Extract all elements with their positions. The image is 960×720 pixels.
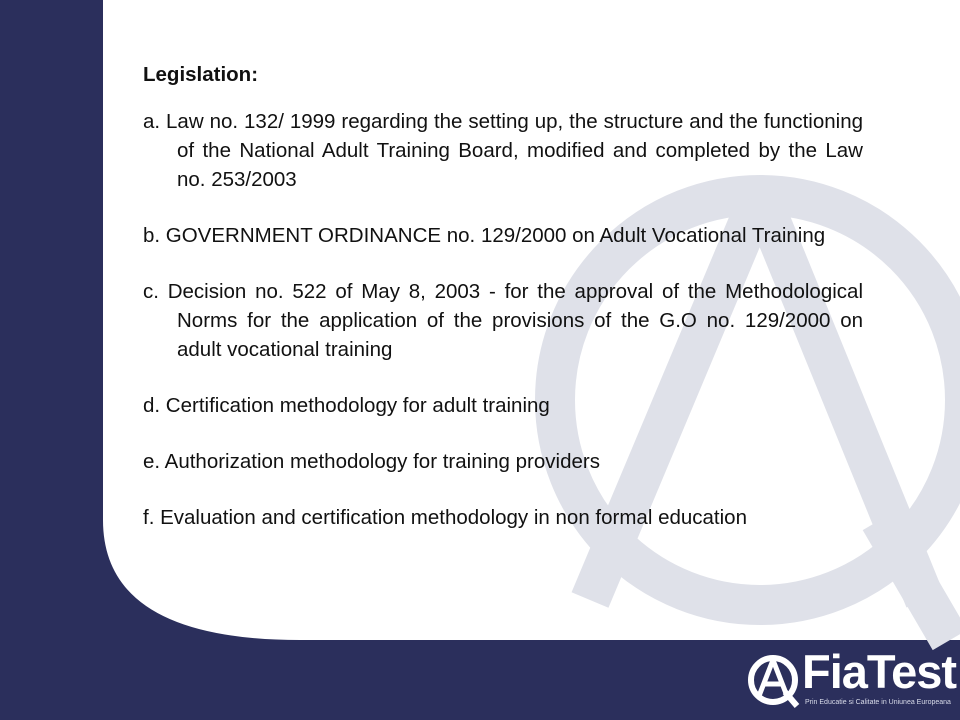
legislation-item-a: a. Law no. 132/ 1999 regarding the setting up, the structure and the functioning of the National Adult Training Board, modified and completed by the Law no. 253/2003	[143, 110, 863, 191]
logo-wordmark: FiaTest	[802, 645, 957, 698]
legislation-item-f: f. Evaluation and certification methodology in non formal education	[143, 506, 747, 529]
legislation-item-e: e. Authorization methodology for training providers	[143, 450, 600, 473]
slide-content	[143, 60, 863, 532]
aq-monogram-icon	[745, 652, 801, 708]
legislation-item-b: b. GOVERNMENT ORDINANCE no. 129/2000 on Adult Vocational Training	[143, 224, 826, 247]
logo-tagline: Prin Educatie si Calitate in Uniunea Europeana	[805, 699, 951, 706]
legislation-item-c: c. Decision no. 522 of May 8, 2003 - for the approval of the Methodological Norms for the application of the provisions of the G.O no. 129/2000 on adult vocational training	[143, 280, 863, 361]
legislation-item-d: d. Certification methodology for adult training	[143, 394, 550, 417]
fiatest-logo	[745, 645, 957, 712]
slide-heading: Legislation:	[143, 63, 259, 86]
